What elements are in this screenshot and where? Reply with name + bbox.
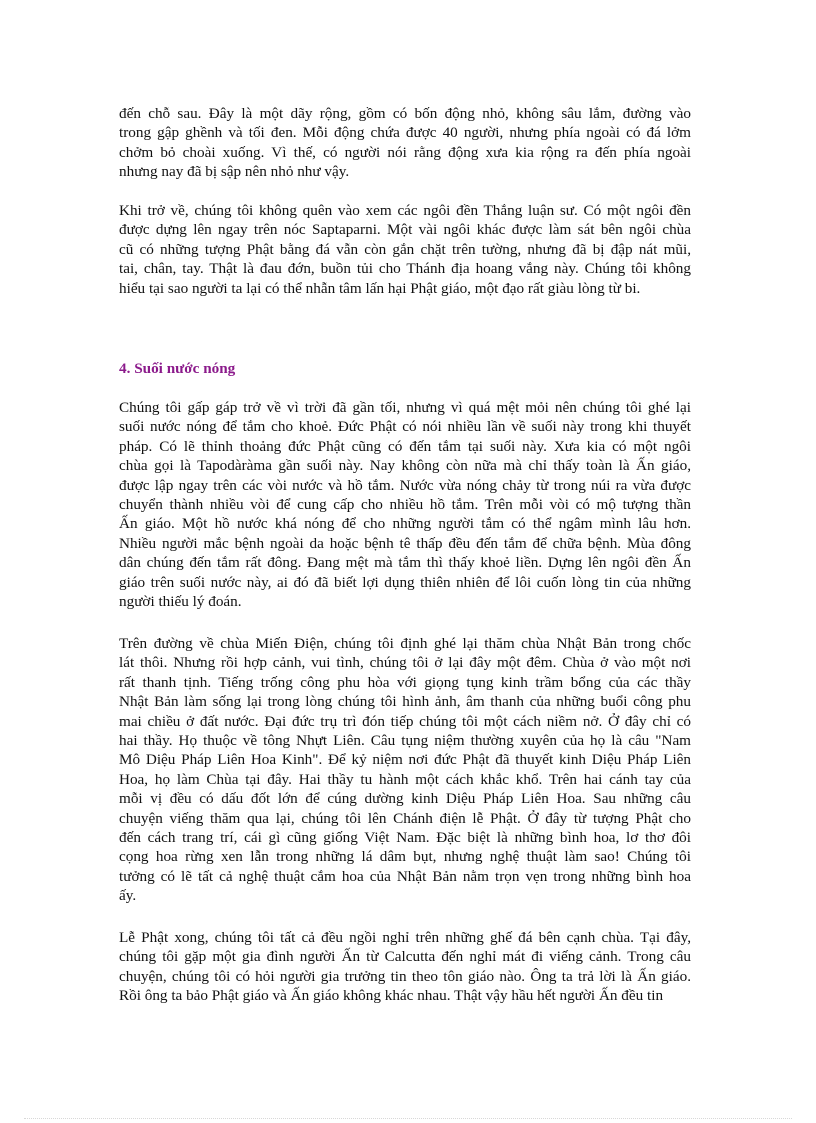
text-line: chuyện viếng thăm qua lại, chúng tôi lên Chánh điện lễ Phật. Ở đây từ tượng Phật cho	[119, 809, 691, 827]
paragraph-cave-description	[119, 104, 691, 182]
text-line: Lễ Phật xong, chúng tôi tất cả đều ngồi nghỉ trên những ghế đá bên cạnh chùa. Tại đây,	[119, 929, 691, 946]
text-line: lát thôi. Nhưng rồi hợp cảnh, vui tình, chúng tôi ở lại đây một đêm. Chùa ở vào một nơi	[119, 654, 691, 672]
text-line: mỗi vị đều có dấu đốt lớn để cúng dường kinh Diệu Pháp Liên Hoa. Sau những câu	[119, 790, 691, 808]
paragraph-hot-springs	[119, 398, 691, 611]
text-line: Nhiều người mắc bệnh ngoài da hoặc bệnh tê thấp đều đến tắm để chữa bệnh. Mùa đông	[119, 534, 691, 552]
text-line: Rồi ông ta bảo Phật giáo và Ấn giáo không khác nhau. Thật vậy hầu hết người Ấn đều tin	[119, 987, 664, 1005]
paragraph-japanese-temple	[119, 634, 691, 906]
text-line: tưởng có lẽ tất cả nghệ thuật cắm hoa của Nhật Bản nằm trọn vẹn trong những bình hoa	[119, 867, 691, 885]
text-line: suối nước nóng để tắm cho khoẻ. Đức Phật có nói nhiều lần về suối này trong khi thuyết	[119, 418, 691, 436]
text-line: chúng tôi gặp một gia đình người Ấn từ Calcutta đến nghỉ mát đi viếng cảnh. Trong câu	[119, 948, 691, 966]
text-line: nhưng nay đã bị sập nên nhỏ như vậy.	[119, 163, 350, 181]
text-line: hai thầy. Họ thuộc về tông Nhựt Liên. Câu tụng niệm thường xuyên của họ là câu "Nam	[119, 732, 691, 750]
text-line: mai chiều ở đất nước. Đại đức trụ trì đón tiếp chúng tôi một cách niềm nở. Ở đây chỉ có	[119, 712, 691, 730]
section-heading: 4. Suối nước nóng	[119, 360, 236, 377]
text-line: cũ có những tượng Phật bằng đá vẫn còn gắn chặt trên tường, nhưng đã bị đập nát mũi,	[119, 240, 691, 258]
text-line: rất thanh tịnh. Tiếng trống công phu hòa với giọng tụng kinh trầm bổng của các thầy	[119, 673, 691, 691]
text-line: người thiếu lý đoán.	[119, 593, 242, 611]
text-line: pháp. Có lẽ thỉnh thoảng đức Phật cũng có đến tắm tại suối này. Xưa kia có một ngôi	[119, 437, 691, 455]
text-line: dân chúng đến tắm rất đông. Đang mệt mà tắm thì thấy khoẻ liền. Dựng lên ngôi đền Ấn	[119, 554, 691, 572]
text-line: ấy.	[119, 887, 137, 905]
text-line: tai, chân, tay. Thật là đau đớn, buồn tủi cho Thánh địa hoang vắng này. Chúng tôi không	[119, 260, 691, 278]
paragraph-indian-family	[119, 928, 691, 1006]
text-line: đến chỗ sau. Đây là một dãy rộng, gồm có bốn động nhỏ, không sâu lắm, đường vào	[119, 105, 691, 122]
text-line: trong gập ghềnh và tối đen. Mỗi động chứa được 40 người, nhưng phía ngoài có đá lởm	[119, 124, 691, 142]
text-line: đến cách trang trí, cái gì cũng giống Việt Nam. Đặc biệt là những bình hoa, lơ thơ đôi	[119, 829, 691, 847]
text-line: giáo trên suối nước này, ai đó đã biết lợi dụng thiên nhiên để lôi cuốn lòng tin của những	[119, 573, 691, 591]
text-line: chuyển thành nhiều vòi để cung cấp cho nhiều hồ tắm. Trên mỗi vòi có mộ tượng thần	[119, 496, 691, 514]
page-bottom-divider	[24, 1118, 792, 1119]
text-line: chuyện, chúng tôi có hỏi người gia trưởng tin theo tôn giáo nào. Ông ta trả lời là Ấn giáo.	[119, 967, 691, 985]
text-line: Trên đường về chùa Miến Điện, chúng tôi định ghé lại thăm chùa Nhật Bản trong chốc	[119, 635, 691, 652]
text-line: Hoa, họ làm Chùa tại đây. Hai thầy tu hành một cách khắc khổ. Trên hai cánh tay của	[119, 770, 691, 788]
text-line: cọng hoa rừng xen lẫn trong những lá dâm bụt, nhưng nghệ thuật làm sao! Chúng tôi	[119, 848, 691, 866]
text-line: chùa gọi là Tapodàràma gần suối này. Nay không còn nữa mà chỉ thấy toàn là Ấn giáo,	[119, 457, 691, 475]
text-line: được lập ngay trên các vòi nước và hồ tắm. Nước vừa nóng chảy từ trong núi ra vừa được	[119, 476, 691, 494]
text-line: hiểu tại sao người ta lại có thể nhẫn tâm lấn hại Phật giáo, một đạo rất giàu lòng từ bi.	[119, 279, 641, 297]
paragraph-temples-return	[119, 201, 691, 298]
text-line: được dựng lên ngay trên nóc Saptaparni. Một vài ngôi khác được làm sát bên ngôi chùa	[119, 221, 691, 239]
text-line: Khi trở về, chúng tôi không quên vào xem các ngôi đền Thắng luận sư. Có một ngôi đền	[119, 202, 691, 219]
text-line: Mô Diệu Pháp Liên Hoa Kinh". Để kỷ niệm nơi đức Phật đã thuyết kinh Diệu Pháp Liên	[119, 751, 691, 769]
text-line: Nhật Bản làm sống lại trong lòng chúng tôi hình ảnh, âm thanh của những buổi công phu	[119, 693, 691, 711]
text-line: Ấn giáo. Một hồ nước khá nóng để cho những người tắm có thể ngâm mình lâu hơn.	[119, 515, 691, 533]
text-line: chởm bỏ choài xuống. Vì thế, có người nói rằng động xưa kia rộng ra đến phía ngoài	[119, 143, 691, 161]
text-line: Chúng tôi gấp gáp trở về vì trời đã gần tối, nhưng vì quá mệt mỏi nên chúng tôi ghé lại	[119, 399, 691, 416]
